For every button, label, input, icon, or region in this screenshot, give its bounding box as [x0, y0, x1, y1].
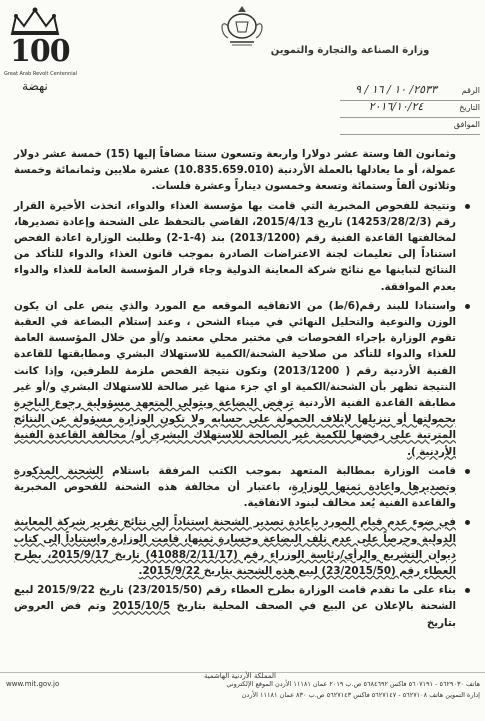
reference-number-value: ٢٥٣٣/ ١٠ / ١٦ / ٩	[355, 83, 437, 96]
underlined-text: في ضوء عدم قيام المورد بإعادة تصدير الشحنة استناداً إلى نتائج تقرير شركة المعاينة الدولية وحرصاً على عدم تلف البضاعة وخسارة ثمنها، قامت الوزارة واستناداً إلى كتاب ديوان التشريع والرأي/رئاسة الوزراء رقم (41088/2/11/17) تاريخ 2015/9/17، بطرح العطاء رقم (23/2015/50) لبيع هذه الشحنة بتاريخ 2015/9/22.	[14, 516, 456, 578]
reference-date-label: التاريخ	[459, 103, 480, 112]
paragraph-text-after: ، باعتبار أن مخالفة هذه الشحنة للفحوص المخبرية والقاعدة الفنية يُعد مخالف لبنود الاتفاقية.	[14, 481, 456, 510]
centenary-number: 100	[10, 34, 70, 69]
footer-website-link[interactable]: www.mit.gov.jo	[6, 680, 60, 688]
underlined-text: الشحنة المذكورة وتصديرها واعادة ثمنها للوزارة	[14, 464, 456, 494]
paragraph-text-after: وتم فض العروض بتاريخ	[14, 600, 456, 629]
underlined-text: ترفض البضاعة ويتولى المتعهد مسؤولية رجوع الباخرة بحمولتها أو تنزيلها لإتلاف الحمولة على حسابه ولا تكون الوزارة مسؤولة عن النتائج المترتبة على رفضها للكمية غير الصالحة للاستهلاك البشري أو/ مخالفة القاعدة الفنية الأردنية ).	[14, 397, 456, 458]
reference-date-row	[340, 101, 480, 118]
centenary-tagline: Great Arab Revolt Centennial	[4, 71, 78, 77]
paragraph-agreement-clause	[14, 298, 472, 460]
paragraph-text: ونتيجة للفحوص المخبرية التي قامت بها مؤسسة الغذاء والدواء، اتخذت الأخيرة القرار رقم (14253/28/2/3) تاريخ 2015/4/13، القاضي بالتحفظ على الشحنة وإعادة تصديرها، لمخالفتها القاعدة الفنية رقم (2013/1200) بند (4-1-2) وطلبت الوزارة اعادة الفحص استناداً إلى تعليمات لجنة الاعتراضات الصادرة بموجب قانون الغذاء والدواء للتأكد من النتائج لتباينها مع نتائج شركة المعاينة الدولية وجاء قرار المؤسسة العامة للغذاء والدواء بعدم الموافقة.	[14, 199, 456, 293]
footer-country: المملكة الأردنية الهاشمية	[203, 672, 277, 680]
bullet-icon	[465, 204, 470, 209]
paragraph-ministry-demand	[14, 463, 472, 512]
letterhead-footer	[0, 672, 485, 721]
paragraph-lab-tests	[14, 198, 472, 295]
paragraph-text: وثمانون الفا وستة عشر دولارا واربعة وتسعون سنتا مضافاً إليها (15) خمسة عشر دولار عمولة، أو ما يعادلها بالعملة الأردنية (10.835.659.010) عشرة ملايين وثمانمائة وخمسة وثلاثون ألفاً وستمائة وتسعة وخمسون ديناراً وعشرة فلسات.	[14, 148, 456, 193]
bullet-icon	[465, 469, 470, 474]
paragraph-text: بناء على ما تقدم قامت الوزارة بطرح العطاء رقم (23/2015/50) تاريخ 2015/9/22 لبيع الشحنة بالإعلان عن البيع في الصحف المحلية بتاريخ	[14, 584, 456, 613]
ministry-name: وزارة الصناعة والتجارة والتموين	[270, 45, 430, 56]
coat-of-arms-icon	[218, 4, 266, 48]
paragraph-amount	[14, 146, 472, 195]
paragraph-text: قامت الوزارة بمطالبة المتعهد بموجب الكتب المرفقة باستلام	[103, 464, 457, 477]
paragraph-tender-announcement	[14, 582, 472, 631]
reference-number-label: الرقم	[461, 86, 480, 95]
bullet-icon	[465, 588, 470, 593]
centenary-logo	[4, 6, 78, 96]
footer-supply-line: إدارة التموين هاتف ٥٦٢٧١٠٨ - ٥٦٢٧١٤٧ فاكس ٥٦٢٧١٤٣ ص.ب ٨٣٠ عمان ١١١٨١ الأردن	[241, 691, 480, 699]
paragraph-tender-decision	[14, 514, 472, 579]
bullet-icon	[465, 520, 470, 525]
crown-emblem-icon	[8, 6, 62, 36]
reference-block	[340, 84, 480, 136]
underlined-text: 2015/10/5	[112, 600, 171, 613]
paragraph-text: واستنادا للبند رقم(6/ط) من الاتفاقيه الموقعه مع المورد والذي ينص على ان يكون الوزن والنوعية والتحليل النهائي في ميناء الشحن ، وعند إستلام البضاعة في العقبة تقوم الوزارة بإجراء الفحوصات في مختبر محلي معتمد و/أو من خلال المؤسسة العامة للغذاء والدواء للتأكد من صلاحية الشحنة/الكمية للاستهلاك البشري ومطابقتها للقاعدة الفنية الأردنية رقم ( 2013/1200) وتكون نتيجة الفحص ملزمة للطرفين، وإذا كانت النتيجة تظهر بأن الشحنة/الكمية او اي جزء منها غير صالحة للاستهلاك البشري و/أو غير مطابقة القاعدة الفنية الأردنية	[14, 299, 456, 410]
reference-hijri-label: الموافق	[453, 120, 480, 129]
footer-contact-line: هاتف ٥٦٢٩٠٣٠ - ٥٦٠٧١٩١ فاكس ٥٦٨٤٦٩٢ ص.ب ٢٠١٩ عمان ١١١٨١ الأردن الموقع الإلكتروني	[226, 680, 480, 688]
letter-body	[14, 146, 472, 648]
nahda-word: نهضة	[22, 79, 48, 93]
bullet-icon	[465, 304, 470, 309]
reference-hijri-row	[340, 118, 480, 135]
reference-date-value: ٢٠١٦/١٠/٢٤	[368, 100, 424, 113]
